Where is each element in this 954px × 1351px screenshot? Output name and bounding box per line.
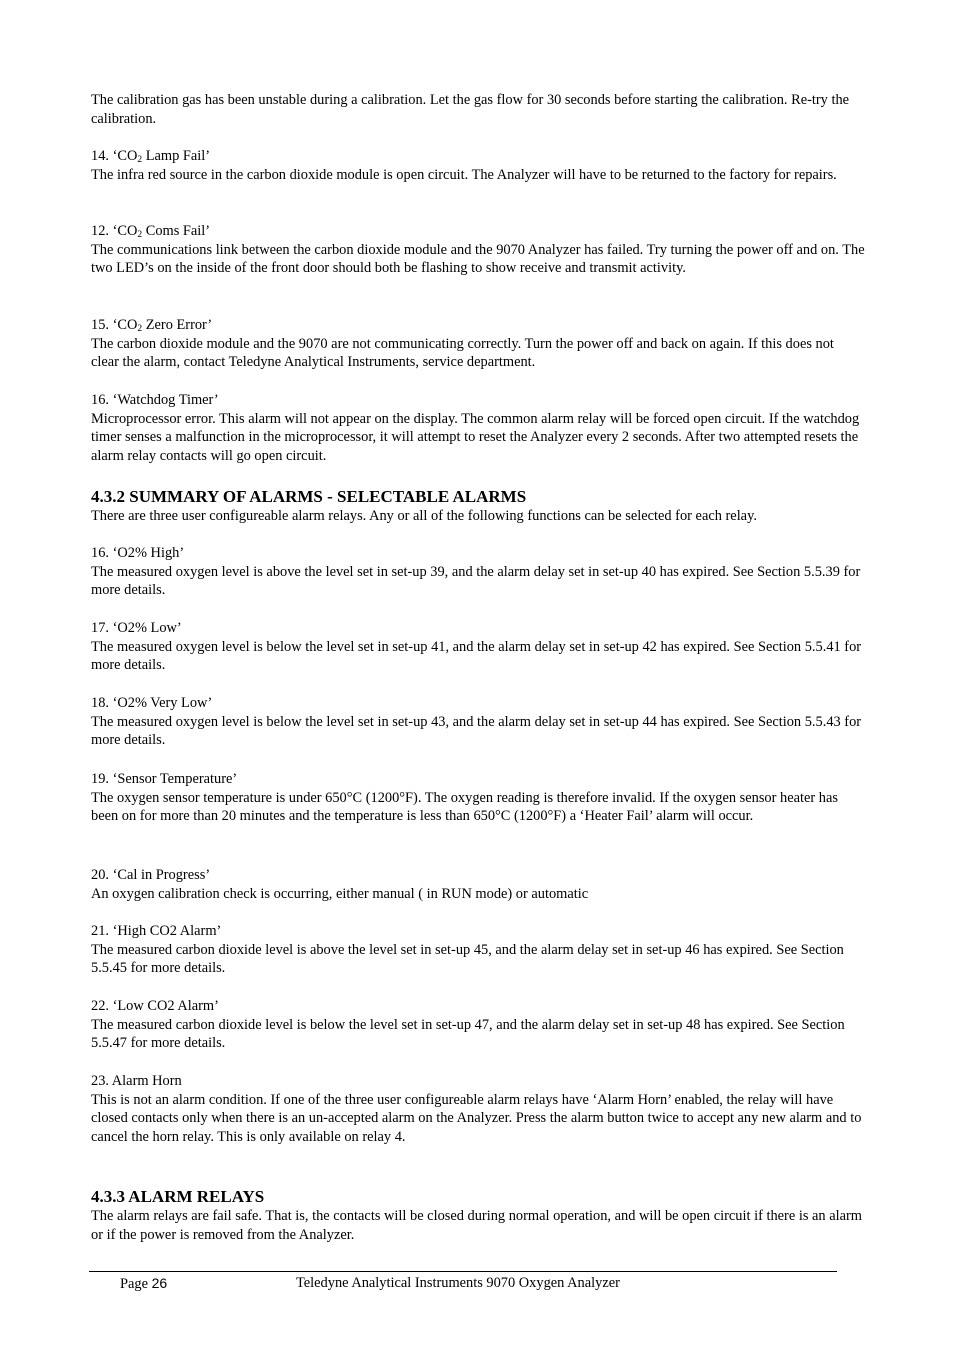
- alarm-item-title: 17. ‘O2% Low’: [91, 620, 182, 636]
- alarm-item-body: The infra red source in the carbon dioxide module is open circuit. The Analyzer will have to be returned to the factory for repairs.: [91, 166, 837, 183]
- alarm-item-title: 20. ‘Cal in Progress’: [91, 867, 211, 883]
- footer-title: Teledyne Analytical Instruments 9070 Oxygen Analyzer: [296, 1275, 620, 1291]
- alarm-item-body: The measured oxygen level is above the level set in set-up 39, and the alarm delay set in set-up 40 has expired. See Section 5.5.39 for more details.: [91, 563, 861, 599]
- alarm-item-body: The measured carbon dioxide level is below the level set in set-up 47, and the alarm delay set in set-up 48 has expired. See Section 5.5.47 for more details.: [91, 1016, 845, 1052]
- footer-page-number: 26: [151, 1275, 168, 1291]
- alarm-item-high-co2: [91, 922, 865, 978]
- alarm-item-body: The measured oxygen level is below the level set in set-up 43, and the alarm delay set in set-up 44 has expired. See Section 5.5.43 for more details.: [91, 713, 862, 749]
- alarm-item-body: The carbon dioxide module and the 9070 are not communicating correctly. Turn the power off and back on again. If this does not clear the alarm, contact Teledyne Analytical Instruments, service department.: [91, 335, 834, 371]
- alarm-item-o2-very-low: [91, 694, 865, 750]
- alarm-item-cal-in-progress: [91, 866, 865, 903]
- alarm-item-title: 16. ‘Watchdog Timer’: [91, 392, 219, 408]
- alarm-item-co2-lamp-fail: [91, 147, 865, 184]
- alarm-item-alarm-horn: [91, 1072, 865, 1146]
- alarm-item-body: The measured oxygen level is below the level set in set-up 41, and the alarm delay set in set-up 42 has expired. See Section 5.5.41 for more details.: [91, 638, 862, 674]
- alarm-item-title: 23. Alarm Horn: [91, 1073, 182, 1089]
- alarm-item-body: The communications link between the carbon dioxide module and the 9070 Analyzer has failed. Try turning the power off and on. The two LED’s on the inside of the front door should both be flashing to show receive and transmit activity.: [91, 241, 865, 277]
- alarm-item-sensor-temperature: [91, 770, 865, 826]
- alarm-item-body: Microprocessor error. This alarm will not appear on the display. The common alarm relay will be forced open circuit. If the watchdog timer senses a malfunction in the microprocessor, it will attempt to reset the Analyzer every 2 seconds. After two attempted resets the alarm relay contacts will go open circuit.: [91, 410, 860, 464]
- alarm-item-body: The oxygen sensor temperature is under 650°C (1200°F). The oxygen reading is therefore invalid. If the oxygen sensor heater has been on for more than 20 minutes and the temperature is less than 650°C (1200°F) a ‘Heater Fail’ alarm will occur.: [91, 789, 838, 825]
- alarm-item-body: The measured carbon dioxide level is above the level set in set-up 45, and the alarm delay set in set-up 46 has expired. See Section 5.5.45 for more details.: [91, 941, 844, 977]
- alarm-item-title: 16. ‘O2% High’: [91, 545, 185, 561]
- section-intro: There are three user configureable alarm relays. Any or all of the following functions can be selected for each relay.: [91, 508, 757, 524]
- alarm-item-o2-low: [91, 619, 865, 675]
- section-heading-alarm-relays: 4.3.3 ALARM RELAYS: [91, 1187, 265, 1206]
- section-heading-selectable-alarms: 4.3.2 SUMMARY OF ALARMS - SELECTABLE ALARMS: [91, 487, 527, 506]
- alarm-item-body: An oxygen calibration check is occurring, either manual ( in RUN mode) or automatic: [91, 885, 589, 902]
- footer-page-label: Page: [120, 1276, 152, 1292]
- intro-paragraph: The calibration gas has been unstable during a calibration. Let the gas flow for 30 seconds before starting the calibration. Re-try the calibration.: [91, 92, 850, 127]
- alarm-item-watchdog-timer: [91, 391, 865, 465]
- alarm-item-title: 15. ‘$CO_2$ Zero Error’: [91, 317, 213, 334]
- alarm-item-co2-zero-error: [91, 316, 865, 372]
- alarm-item-body: This is not an alarm condition. If one of the three user configureable alarm relays have ‘Alarm Horn’ enabled, the relay will have closed contacts only when there is an un-accepted alarm on the Analyzer. Press the alarm button twice to accept any new alarm and to cancel the horn relay. This is only available on relay 4.: [91, 1091, 862, 1145]
- alarm-item-title: 22. ‘Low CO2 Alarm’: [91, 998, 219, 1014]
- alarm-item-low-co2: [91, 997, 865, 1053]
- alarm-item-co2-coms-fail: [91, 222, 865, 278]
- footer-page: [120, 1274, 167, 1293]
- alarm-item-title: 19. ‘Sensor Temperature’: [91, 771, 238, 787]
- footer-divider: [89, 1271, 837, 1272]
- alarm-item-title: 18. ‘O2% Very Low’: [91, 695, 213, 711]
- alarm-item-title: 12. ‘$CO_2$ Coms Fail’: [91, 223, 211, 240]
- alarm-item-o2-high: [91, 544, 865, 600]
- alarm-item-title: 14. ‘$CO_2$ Lamp Fail’: [91, 148, 211, 165]
- alarm-item-title: 21. ‘High CO2 Alarm’: [91, 923, 222, 939]
- alarm-relays-paragraph: The alarm relays are fail safe. That is, the contacts will be closed during normal operation, and will be open circuit if there is an alarm or if the power is removed from the Analyzer.: [91, 1208, 862, 1243]
